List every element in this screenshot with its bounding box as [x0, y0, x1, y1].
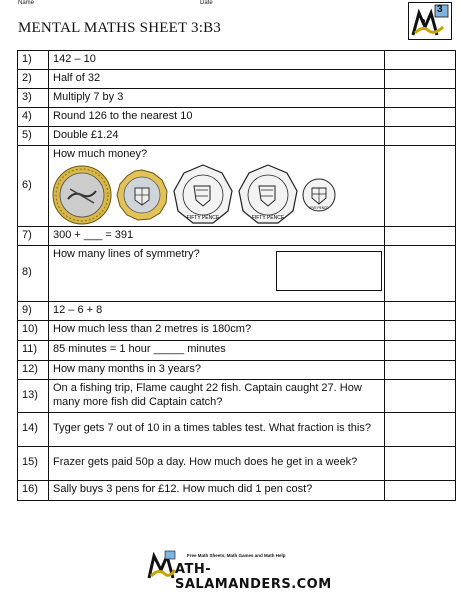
question-number: 14) [18, 412, 49, 446]
answer-cell[interactable] [385, 340, 456, 360]
question-row [18, 446, 456, 480]
page-title: MENTAL MATHS SHEET 3:B3 [18, 20, 221, 36]
fifty-pence-coin-icon [237, 164, 299, 226]
question-row [18, 89, 456, 108]
symmetry-shape-box [276, 251, 382, 291]
answer-cell[interactable] [385, 480, 456, 500]
question-row [18, 127, 456, 146]
question-row [18, 51, 456, 70]
question-number: 1) [18, 51, 49, 70]
question-text: How many lines of symmetry? [53, 247, 200, 260]
question-text: Multiply 7 by 3 [49, 89, 385, 108]
two-pound-coin-icon [52, 165, 112, 225]
question-text: How many months in 3 years? [49, 360, 385, 379]
questions-table [17, 50, 456, 501]
answer-cell[interactable] [385, 51, 456, 70]
footer-logo [147, 550, 347, 592]
question-number: 12) [18, 360, 49, 379]
answer-cell[interactable] [385, 245, 456, 301]
question-row [18, 226, 456, 245]
question-row [18, 301, 456, 320]
answer-cell[interactable] [385, 89, 456, 108]
name-label: Name [18, 0, 35, 6]
question-text: Tyger gets 7 out of 10 in a times tables test. What fraction is this? [49, 412, 385, 446]
question-number: 4) [18, 108, 49, 127]
question-text: Half of 32 [49, 70, 385, 89]
salamander-logo [408, 2, 452, 40]
question-number: 9) [18, 301, 49, 320]
coin-group [52, 164, 380, 226]
coin-text: FIFTY PENCE [251, 214, 285, 221]
answer-cell[interactable] [385, 127, 456, 146]
question-number: 6) [18, 146, 49, 227]
footer-brand: ATH-SALAMANDERS.COM [175, 562, 332, 592]
question-row [18, 70, 456, 89]
question-text: Round 126 to the nearest 10 [49, 108, 385, 127]
question-row [18, 379, 456, 412]
coin-text: FIVE PENCE [309, 205, 329, 210]
answer-cell[interactable] [385, 320, 456, 340]
question-number: 5) [18, 127, 49, 146]
fifty-pence-coin-icon [172, 164, 234, 226]
question-text: 300 + ___ = 391 [49, 226, 385, 245]
five-pence-coin-icon [302, 178, 336, 212]
answer-cell[interactable] [385, 412, 456, 446]
question-text: Frazer gets paid 50p a day. How much does he get in a week? [49, 446, 385, 480]
question-number: 15) [18, 446, 49, 480]
question-text: How much money? [53, 148, 148, 160]
footer-tagline: Free Math Sheets, Math Games and Math Help [187, 553, 286, 558]
question-number: 10) [18, 320, 49, 340]
question-row [18, 320, 456, 340]
question-text: How much less than 2 metres is 180cm? [49, 320, 385, 340]
question-text: 142 – 10 [49, 51, 385, 70]
answer-cell[interactable] [385, 446, 456, 480]
one-pound-coin-icon [115, 168, 169, 222]
question-row [18, 108, 456, 127]
question-row [18, 146, 456, 227]
answer-cell[interactable] [385, 301, 456, 320]
question-text: 12 – 6 + 8 [49, 301, 385, 320]
question-number: 16) [18, 480, 49, 500]
date-label: Date [200, 0, 213, 6]
question-number: 8) [18, 245, 49, 301]
question-number: 11) [18, 340, 49, 360]
answer-cell[interactable] [385, 226, 456, 245]
question-row [18, 245, 456, 301]
question-number: 2) [18, 70, 49, 89]
question-number: 7) [18, 226, 49, 245]
question-text: Double £1.24 [49, 127, 385, 146]
question-number: 13) [18, 379, 49, 412]
question-row [18, 480, 456, 500]
question-row [18, 412, 456, 446]
logo-badge: 3 [437, 4, 443, 15]
answer-cell[interactable] [385, 360, 456, 379]
answer-cell[interactable] [385, 108, 456, 127]
coin-text: FIFTY PENCE [186, 214, 220, 221]
answer-cell[interactable] [385, 146, 456, 227]
answer-cell[interactable] [385, 379, 456, 412]
salamander-icon [409, 3, 451, 39]
question-row [18, 360, 456, 379]
salamander-m-icon [147, 550, 177, 580]
question-text: 85 minutes = 1 hour _____ minutes [49, 340, 385, 360]
question-text: On a fishing trip, Flame caught 22 fish. Captain caught 27. How many more fish did Captain catch? [49, 379, 385, 412]
question-text: Sally buys 3 pens for £12. How much did 1 pen cost? [49, 480, 385, 500]
answer-cell[interactable] [385, 70, 456, 89]
question-row [18, 340, 456, 360]
question-number: 3) [18, 89, 49, 108]
